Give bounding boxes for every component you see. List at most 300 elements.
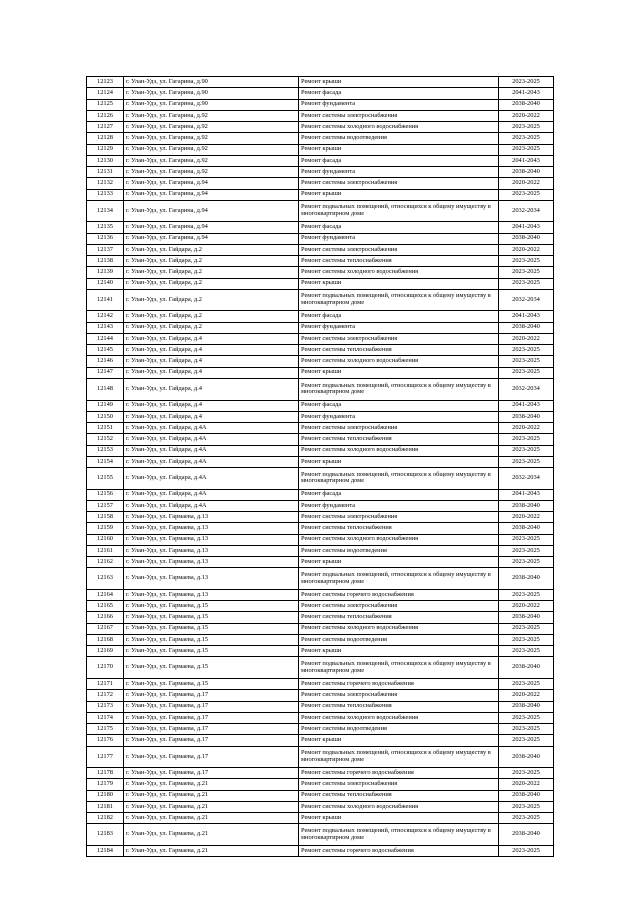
- table-row: [87, 99, 554, 110]
- row-id-cell: 12161: [87, 545, 124, 556]
- table-row: [87, 690, 554, 701]
- period-cell: 2023-2025: [499, 77, 554, 88]
- row-id-cell: 12127: [87, 122, 124, 133]
- work-type-cell: Ремонт подвальных помещений, относящихся к общему имуществу в многоквартирном доме: [299, 289, 499, 311]
- row-id-cell: 12174: [87, 712, 124, 723]
- work-type-cell: Ремонт системы электроснабжения: [299, 601, 499, 612]
- address-cell: г. Улан-Удэ, ул. Гагарина, д.90: [124, 88, 299, 99]
- period-cell: 2023-2025: [499, 534, 554, 545]
- row-id-cell: 12141: [87, 289, 124, 311]
- work-type-cell: Ремонт фасада: [299, 155, 499, 166]
- row-id-cell: 12145: [87, 345, 124, 356]
- row-id-cell: 12165: [87, 601, 124, 612]
- period-cell: 2038-2040: [499, 99, 554, 110]
- work-type-cell: Ремонт фундамента: [299, 167, 499, 178]
- row-id-cell: 12172: [87, 690, 124, 701]
- address-cell: г. Улан-Удэ, ул. Гармаева, д.17: [124, 712, 299, 723]
- row-id-cell: 12139: [87, 267, 124, 278]
- address-cell: г. Улан-Удэ, ул. Гайдара, д.2: [124, 278, 299, 289]
- period-cell: 2038-2040: [499, 523, 554, 534]
- work-type-cell: Ремонт крыши: [299, 735, 499, 746]
- address-cell: г. Улан-Удэ, ул. Гармаева, д.17: [124, 690, 299, 701]
- work-type-cell: Ремонт фасада: [299, 222, 499, 233]
- address-cell: г. Улан-Удэ, ул. Гайдара, д.2: [124, 244, 299, 255]
- row-id-cell: 12151: [87, 423, 124, 434]
- work-type-cell: Ремонт системы теплоснабжения: [299, 612, 499, 623]
- address-cell: г. Улан-Удэ, ул. Гармаева, д.15: [124, 634, 299, 645]
- period-cell: 2023-2025: [499, 646, 554, 657]
- work-type-cell: Ремонт системы холодного водоснабжения: [299, 267, 499, 278]
- table-row: [87, 634, 554, 645]
- address-cell: г. Улан-Удэ, ул. Гармаева, д.15: [124, 612, 299, 623]
- work-type-cell: Ремонт фасада: [299, 311, 499, 322]
- period-cell: 2020-2022: [499, 512, 554, 523]
- period-cell: 2020-2022: [499, 178, 554, 189]
- row-id-cell: 12146: [87, 356, 124, 367]
- address-cell: г. Улан-Удэ, ул. Гайдара, д.2: [124, 256, 299, 267]
- address-cell: г. Улан-Удэ, ул. Гайдара, д.4А: [124, 434, 299, 445]
- address-cell: г. Улан-Удэ, ул. Гармаева, д.15: [124, 646, 299, 657]
- period-cell: 2032-2034: [499, 289, 554, 311]
- row-id-cell: 12130: [87, 155, 124, 166]
- work-type-cell: Ремонт системы холодного водоснабжения: [299, 712, 499, 723]
- work-type-cell: Ремонт системы теплоснабжения: [299, 256, 499, 267]
- table-row: [87, 289, 554, 311]
- table-row: [87, 110, 554, 121]
- period-cell: 2023-2025: [499, 133, 554, 144]
- row-id-cell: 12133: [87, 189, 124, 200]
- row-id-cell: 12137: [87, 244, 124, 255]
- work-type-cell: Ремонт системы теплоснабжения: [299, 434, 499, 445]
- address-cell: г. Улан-Удэ, ул. Гайдара, д.4А: [124, 445, 299, 456]
- period-cell: 2041-2043: [499, 222, 554, 233]
- row-id-cell: 12135: [87, 222, 124, 233]
- address-cell: г. Улан-Удэ, ул. Гайдара, д.2: [124, 311, 299, 322]
- address-cell: г. Улан-Удэ, ул. Гармаева, д.15: [124, 623, 299, 634]
- row-id-cell: 12159: [87, 523, 124, 534]
- period-cell: 2032-2034: [499, 200, 554, 222]
- table-row: [87, 612, 554, 623]
- address-cell: г. Улан-Удэ, ул. Гармаева, д.13: [124, 589, 299, 600]
- table-row: [87, 813, 554, 824]
- row-id-cell: 12175: [87, 724, 124, 735]
- work-type-cell: Ремонт системы электроснабжения: [299, 333, 499, 344]
- address-cell: г. Улан-Удэ, ул. Гармаева, д.17: [124, 746, 299, 768]
- address-cell: г. Улан-Удэ, ул. Гармаева, д.13: [124, 512, 299, 523]
- address-cell: г. Улан-Удэ, ул. Гагарина, д.92: [124, 133, 299, 144]
- period-cell: 2023-2025: [499, 122, 554, 133]
- work-type-cell: Ремонт системы электроснабжения: [299, 178, 499, 189]
- period-cell: 2023-2025: [499, 634, 554, 645]
- row-id-cell: 12149: [87, 400, 124, 411]
- period-cell: 2032-2034: [499, 378, 554, 400]
- row-id-cell: 12168: [87, 634, 124, 645]
- table-row: [87, 512, 554, 523]
- table-row: [87, 846, 554, 857]
- address-cell: г. Улан-Удэ, ул. Гайдара, д.4А: [124, 456, 299, 467]
- row-id-cell: 12129: [87, 144, 124, 155]
- work-type-cell: Ремонт системы горячего водоснабжения: [299, 679, 499, 690]
- work-type-cell: Ремонт системы теплоснабжения: [299, 345, 499, 356]
- row-id-cell: 12160: [87, 534, 124, 545]
- work-type-cell: Ремонт фундамента: [299, 500, 499, 511]
- period-cell: 2023-2025: [499, 846, 554, 857]
- table-row: [87, 333, 554, 344]
- row-id-cell: 12170: [87, 657, 124, 679]
- address-cell: г. Улан-Удэ, ул. Гайдара, д.2: [124, 322, 299, 333]
- period-cell: 2038-2040: [499, 746, 554, 768]
- work-type-cell: Ремонт системы электроснабжения: [299, 244, 499, 255]
- row-id-cell: 12169: [87, 646, 124, 657]
- address-cell: г. Улан-Удэ, ул. Гагарина, д.92: [124, 144, 299, 155]
- table-row: [87, 77, 554, 88]
- work-type-cell: Ремонт системы горячего водоснабжения: [299, 846, 499, 857]
- table-row: [87, 144, 554, 155]
- work-type-cell: Ремонт системы электроснабжения: [299, 779, 499, 790]
- period-cell: 2038-2040: [499, 824, 554, 846]
- address-cell: г. Улан-Удэ, ул. Гармаева, д.15: [124, 601, 299, 612]
- table-row: [87, 489, 554, 500]
- period-cell: 2020-2022: [499, 110, 554, 121]
- table-row: [87, 735, 554, 746]
- period-cell: 2020-2022: [499, 779, 554, 790]
- row-id-cell: 12155: [87, 468, 124, 490]
- row-id-cell: 12157: [87, 500, 124, 511]
- period-cell: 2023-2025: [499, 768, 554, 779]
- period-cell: 2023-2025: [499, 367, 554, 378]
- period-cell: 2038-2040: [499, 657, 554, 679]
- address-cell: г. Улан-Удэ, ул. Гармаева, д.21: [124, 801, 299, 812]
- work-type-cell: Ремонт фундамента: [299, 322, 499, 333]
- address-cell: г. Улан-Удэ, ул. Гайдара, д.4А: [124, 500, 299, 511]
- row-id-cell: 12180: [87, 790, 124, 801]
- address-cell: г. Улан-Удэ, ул. Гармаева, д.13: [124, 557, 299, 568]
- period-cell: 2023-2025: [499, 144, 554, 155]
- repair-schedule-table: [86, 76, 554, 857]
- work-type-cell: Ремонт крыши: [299, 813, 499, 824]
- period-cell: 2038-2040: [499, 411, 554, 422]
- table-row: [87, 345, 554, 356]
- period-cell: 2041-2043: [499, 489, 554, 500]
- work-type-cell: Ремонт крыши: [299, 456, 499, 467]
- work-type-cell: Ремонт системы теплоснабжения: [299, 790, 499, 801]
- address-cell: г. Улан-Удэ, ул. Гармаева, д.17: [124, 735, 299, 746]
- period-cell: 2023-2025: [499, 589, 554, 600]
- work-type-cell: Ремонт фасада: [299, 88, 499, 99]
- table-row: [87, 233, 554, 244]
- period-cell: 2038-2040: [499, 167, 554, 178]
- table-row: [87, 545, 554, 556]
- work-type-cell: Ремонт крыши: [299, 367, 499, 378]
- address-cell: г. Улан-Удэ, ул. Гармаева, д.21: [124, 779, 299, 790]
- table-row: [87, 712, 554, 723]
- period-cell: 2023-2025: [499, 679, 554, 690]
- table-row: [87, 88, 554, 99]
- work-type-cell: Ремонт системы холодного водоснабжения: [299, 445, 499, 456]
- address-cell: г. Улан-Удэ, ул. Гармаева, д.17: [124, 768, 299, 779]
- address-cell: г. Улан-Удэ, ул. Гармаева, д.21: [124, 824, 299, 846]
- row-id-cell: 12162: [87, 557, 124, 568]
- row-id-cell: 12156: [87, 489, 124, 500]
- table-row: [87, 646, 554, 657]
- row-id-cell: 12176: [87, 735, 124, 746]
- period-cell: 2023-2025: [499, 712, 554, 723]
- address-cell: г. Улан-Удэ, ул. Гайдара, д.4: [124, 345, 299, 356]
- period-cell: 2023-2025: [499, 189, 554, 200]
- period-cell: 2038-2040: [499, 612, 554, 623]
- period-cell: 2023-2025: [499, 557, 554, 568]
- table-row: [87, 456, 554, 467]
- table-row: [87, 356, 554, 367]
- period-cell: 2023-2025: [499, 445, 554, 456]
- row-id-cell: 12136: [87, 233, 124, 244]
- row-id-cell: 12152: [87, 434, 124, 445]
- work-type-cell: Ремонт крыши: [299, 278, 499, 289]
- row-id-cell: 12179: [87, 779, 124, 790]
- work-type-cell: Ремонт подвальных помещений, относящихся к общему имуществу в многоквартирном доме: [299, 824, 499, 846]
- work-type-cell: Ремонт системы водоотведения: [299, 133, 499, 144]
- address-cell: г. Улан-Удэ, ул. Гайдара, д.4: [124, 333, 299, 344]
- period-cell: 2023-2025: [499, 724, 554, 735]
- table-row: [87, 779, 554, 790]
- table-row: [87, 400, 554, 411]
- address-cell: г. Улан-Удэ, ул. Гагарина, д.90: [124, 99, 299, 110]
- row-id-cell: 12148: [87, 378, 124, 400]
- work-type-cell: Ремонт системы водоотведения: [299, 545, 499, 556]
- table-row: [87, 623, 554, 634]
- table-row: [87, 746, 554, 768]
- address-cell: г. Улан-Удэ, ул. Гайдара, д.4: [124, 356, 299, 367]
- address-cell: г. Улан-Удэ, ул. Гармаева, д.21: [124, 813, 299, 824]
- row-id-cell: 12143: [87, 322, 124, 333]
- work-type-cell: Ремонт системы горячего водоснабжения: [299, 768, 499, 779]
- period-cell: 2041-2043: [499, 400, 554, 411]
- row-id-cell: 12177: [87, 746, 124, 768]
- address-cell: г. Улан-Удэ, ул. Гагарина, д.94: [124, 233, 299, 244]
- period-cell: 2038-2040: [499, 568, 554, 590]
- period-cell: 2041-2043: [499, 88, 554, 99]
- address-cell: г. Улан-Удэ, ул. Гайдара, д.4А: [124, 489, 299, 500]
- row-id-cell: 12140: [87, 278, 124, 289]
- address-cell: г. Улан-Удэ, ул. Гармаева, д.13: [124, 568, 299, 590]
- period-cell: 2038-2040: [499, 500, 554, 511]
- work-type-cell: Ремонт системы холодного водоснабжения: [299, 623, 499, 634]
- table-row: [87, 200, 554, 222]
- period-cell: 2020-2022: [499, 690, 554, 701]
- row-id-cell: 12166: [87, 612, 124, 623]
- period-cell: 2023-2025: [499, 434, 554, 445]
- work-type-cell: Ремонт системы водоотведения: [299, 634, 499, 645]
- period-cell: 2023-2025: [499, 545, 554, 556]
- period-cell: 2023-2025: [499, 801, 554, 812]
- table-row: [87, 133, 554, 144]
- period-cell: 2020-2022: [499, 244, 554, 255]
- period-cell: 2038-2040: [499, 322, 554, 333]
- work-type-cell: Ремонт системы электроснабжения: [299, 690, 499, 701]
- address-cell: г. Улан-Удэ, ул. Гайдара, д.4: [124, 367, 299, 378]
- work-type-cell: Ремонт фундамента: [299, 99, 499, 110]
- table-row: [87, 601, 554, 612]
- row-id-cell: 12164: [87, 589, 124, 600]
- row-id-cell: 12154: [87, 456, 124, 467]
- period-cell: 2023-2025: [499, 278, 554, 289]
- table-row: [87, 155, 554, 166]
- address-cell: г. Улан-Удэ, ул. Гайдара, д.4: [124, 411, 299, 422]
- work-type-cell: Ремонт фасада: [299, 400, 499, 411]
- row-id-cell: 12123: [87, 77, 124, 88]
- work-type-cell: Ремонт фундамента: [299, 233, 499, 244]
- table-row: [87, 801, 554, 812]
- address-cell: г. Улан-Удэ, ул. Гагарина, д.94: [124, 189, 299, 200]
- work-type-cell: Ремонт системы горячего водоснабжения: [299, 589, 499, 600]
- address-cell: г. Улан-Удэ, ул. Гайдара, д.4: [124, 378, 299, 400]
- table-row: [87, 589, 554, 600]
- period-cell: 2020-2022: [499, 601, 554, 612]
- table-row: [87, 367, 554, 378]
- table-row: [87, 278, 554, 289]
- period-cell: 2023-2025: [499, 256, 554, 267]
- work-type-cell: Ремонт подвальных помещений, относящихся к общему имуществу в многоквартирном доме: [299, 657, 499, 679]
- table-row: [87, 322, 554, 333]
- row-id-cell: 12178: [87, 768, 124, 779]
- work-type-cell: Ремонт системы водоотведения: [299, 724, 499, 735]
- row-id-cell: 12126: [87, 110, 124, 121]
- address-cell: г. Улан-Удэ, ул. Гагарина, д.92: [124, 155, 299, 166]
- work-type-cell: Ремонт подвальных помещений, относящихся к общему имуществу в многоквартирном доме: [299, 378, 499, 400]
- period-cell: 2020-2022: [499, 333, 554, 344]
- work-type-cell: Ремонт системы электроснабжения: [299, 110, 499, 121]
- address-cell: г. Улан-Удэ, ул. Гайдара, д.4: [124, 400, 299, 411]
- table-row: [87, 557, 554, 568]
- table-row: [87, 468, 554, 490]
- row-id-cell: 12183: [87, 824, 124, 846]
- work-type-cell: Ремонт крыши: [299, 144, 499, 155]
- address-cell: г. Улан-Удэ, ул. Гайдара, д.4А: [124, 423, 299, 434]
- address-cell: г. Улан-Удэ, ул. Гармаева, д.17: [124, 701, 299, 712]
- table-row: [87, 244, 554, 255]
- work-type-cell: Ремонт фундамента: [299, 411, 499, 422]
- period-cell: 2038-2040: [499, 701, 554, 712]
- table-row: [87, 679, 554, 690]
- work-type-cell: Ремонт подвальных помещений, относящихся к общему имуществу в многоквартирном доме: [299, 568, 499, 590]
- work-type-cell: Ремонт подвальных помещений, относящихся к общему имуществу в многоквартирном доме: [299, 468, 499, 490]
- period-cell: 2023-2025: [499, 456, 554, 467]
- address-cell: г. Улан-Удэ, ул. Гагарина, д.94: [124, 222, 299, 233]
- address-cell: г. Улан-Удэ, ул. Гагарина, д.90: [124, 77, 299, 88]
- address-cell: г. Улан-Удэ, ул. Гармаева, д.17: [124, 724, 299, 735]
- row-id-cell: 12163: [87, 568, 124, 590]
- period-cell: 2023-2025: [499, 345, 554, 356]
- table-row: [87, 701, 554, 712]
- work-type-cell: Ремонт системы теплоснабжения: [299, 701, 499, 712]
- address-cell: г. Улан-Удэ, ул. Гармаева, д.13: [124, 534, 299, 545]
- table-row: [87, 768, 554, 779]
- table-row: [87, 790, 554, 801]
- table-row: [87, 311, 554, 322]
- row-id-cell: 12147: [87, 367, 124, 378]
- address-cell: г. Улан-Удэ, ул. Гагарина, д.92: [124, 167, 299, 178]
- address-cell: г. Улан-Удэ, ул. Гагарина, д.94: [124, 178, 299, 189]
- row-id-cell: 12158: [87, 512, 124, 523]
- work-type-cell: Ремонт крыши: [299, 77, 499, 88]
- table-row: [87, 222, 554, 233]
- row-id-cell: 12142: [87, 311, 124, 322]
- period-cell: 2038-2040: [499, 233, 554, 244]
- period-cell: 2020-2022: [499, 423, 554, 434]
- row-id-cell: 12125: [87, 99, 124, 110]
- address-cell: г. Улан-Удэ, ул. Гагарина, д.92: [124, 122, 299, 133]
- table-row: [87, 167, 554, 178]
- table-row: [87, 523, 554, 534]
- work-type-cell: Ремонт подвальных помещений, относящихся к общему имуществу в многоквартирном доме: [299, 746, 499, 768]
- address-cell: г. Улан-Удэ, ул. Гайдара, д.4А: [124, 468, 299, 490]
- address-cell: г. Улан-Удэ, ул. Гармаева, д.13: [124, 545, 299, 556]
- work-type-cell: Ремонт крыши: [299, 646, 499, 657]
- work-type-cell: Ремонт системы теплоснабжения: [299, 523, 499, 534]
- work-type-cell: Ремонт системы электроснабжения: [299, 423, 499, 434]
- work-type-cell: Ремонт системы холодного водоснабжения: [299, 122, 499, 133]
- table-body: [87, 77, 554, 857]
- row-id-cell: 12132: [87, 178, 124, 189]
- row-id-cell: 12182: [87, 813, 124, 824]
- table-row: [87, 267, 554, 278]
- address-cell: г. Улан-Удэ, ул. Гармаева, д.21: [124, 790, 299, 801]
- work-type-cell: Ремонт системы электроснабжения: [299, 512, 499, 523]
- table-row: [87, 724, 554, 735]
- row-id-cell: 12171: [87, 679, 124, 690]
- table-row: [87, 445, 554, 456]
- work-type-cell: Ремонт системы холодного водоснабжения: [299, 356, 499, 367]
- row-id-cell: 12124: [87, 88, 124, 99]
- table-row: [87, 178, 554, 189]
- row-id-cell: 12138: [87, 256, 124, 267]
- work-type-cell: Ремонт крыши: [299, 557, 499, 568]
- row-id-cell: 12184: [87, 846, 124, 857]
- row-id-cell: 12153: [87, 445, 124, 456]
- address-cell: г. Улан-Удэ, ул. Гармаева, д.15: [124, 679, 299, 690]
- table-row: [87, 411, 554, 422]
- table-row: [87, 824, 554, 846]
- row-id-cell: 12167: [87, 623, 124, 634]
- address-cell: г. Улан-Удэ, ул. Гагарина, д.92: [124, 110, 299, 121]
- table-row: [87, 500, 554, 511]
- period-cell: 2023-2025: [499, 735, 554, 746]
- address-cell: г. Улан-Удэ, ул. Гармаева, д.15: [124, 657, 299, 679]
- address-cell: г. Улан-Удэ, ул. Гагарина, д.94: [124, 200, 299, 222]
- period-cell: 2023-2025: [499, 356, 554, 367]
- row-id-cell: 12144: [87, 333, 124, 344]
- row-id-cell: 12173: [87, 701, 124, 712]
- table-row: [87, 423, 554, 434]
- period-cell: 2041-2043: [499, 155, 554, 166]
- address-cell: г. Улан-Удэ, ул. Гармаева, д.21: [124, 846, 299, 857]
- table-row: [87, 256, 554, 267]
- address-cell: г. Улан-Удэ, ул. Гайдара, д.2: [124, 267, 299, 278]
- work-type-cell: Ремонт фасада: [299, 489, 499, 500]
- period-cell: 2041-2043: [499, 311, 554, 322]
- row-id-cell: 12181: [87, 801, 124, 812]
- row-id-cell: 12134: [87, 200, 124, 222]
- work-type-cell: Ремонт системы холодного водоснабжения: [299, 801, 499, 812]
- work-type-cell: Ремонт крыши: [299, 189, 499, 200]
- row-id-cell: 12150: [87, 411, 124, 422]
- address-cell: г. Улан-Удэ, ул. Гайдара, д.2: [124, 289, 299, 311]
- period-cell: 2023-2025: [499, 813, 554, 824]
- period-cell: 2032-2034: [499, 468, 554, 490]
- work-type-cell: Ремонт системы холодного водоснабжения: [299, 534, 499, 545]
- work-type-cell: Ремонт подвальных помещений, относящихся к общему имуществу в многоквартирном доме: [299, 200, 499, 222]
- table-row: [87, 122, 554, 133]
